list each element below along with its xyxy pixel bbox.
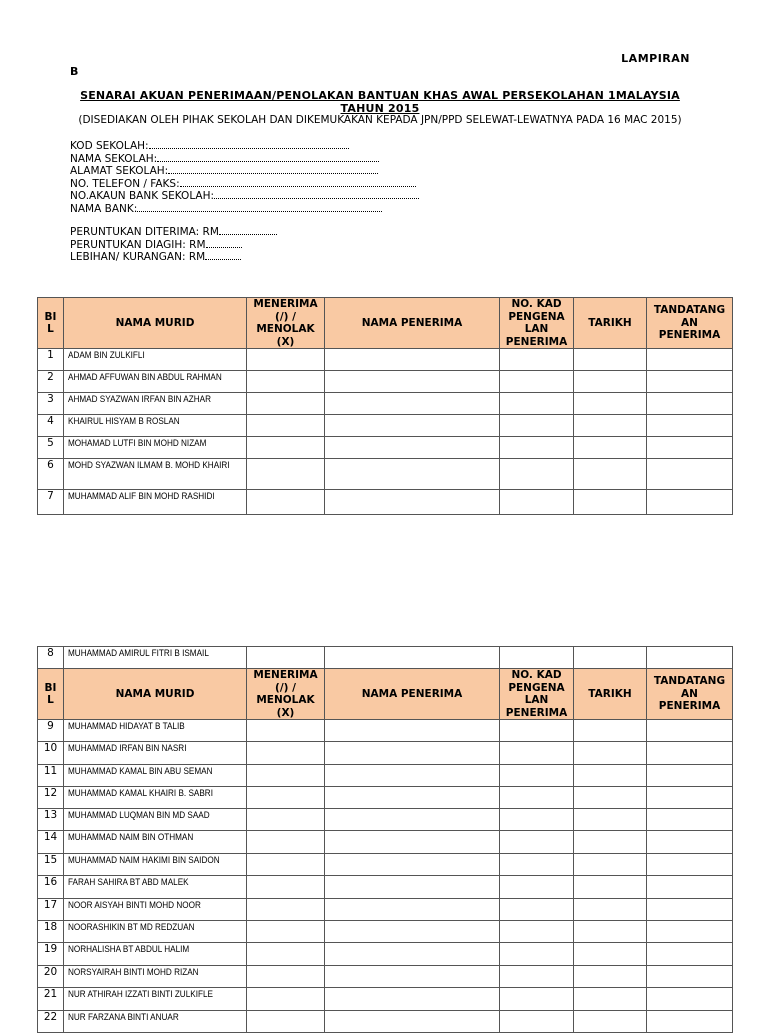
row-tarikh-cell[interactable] xyxy=(574,349,647,371)
header-tandatangan: TANDATANG AN PENERIMA xyxy=(647,298,733,349)
row-menerima-cell[interactable] xyxy=(247,349,325,371)
row-bil: 10 xyxy=(38,742,64,765)
student-name: MUHAMMAD HIDAYAT B TALIB xyxy=(68,721,185,732)
row-tarikh-cell[interactable] xyxy=(574,787,647,809)
table-row xyxy=(38,966,733,988)
telefon-row xyxy=(70,178,419,191)
kod-sekolah-label: KOD SEKOLAH: xyxy=(70,140,149,152)
row-tandatangan-cell[interactable] xyxy=(647,966,733,988)
row-nama-penerima-cell[interactable] xyxy=(325,349,500,371)
peruntukan-diagih-label: PERUNTUKAN DIAGIH: RM xyxy=(70,238,206,251)
table-row xyxy=(38,943,733,966)
lampiran-letter: B xyxy=(70,65,79,78)
row-menerima-cell[interactable] xyxy=(247,765,325,787)
row-menerima-cell[interactable] xyxy=(247,742,325,765)
row-nama-murid xyxy=(64,899,247,921)
row-menerima-cell[interactable] xyxy=(247,415,325,437)
row-nama-penerima-cell[interactable] xyxy=(325,921,500,943)
kod-sekolah-field[interactable] xyxy=(149,140,349,149)
row-nama-penerima-cell[interactable] xyxy=(325,1011,500,1033)
row-nama-murid xyxy=(64,393,247,415)
row-nama-penerima-cell[interactable] xyxy=(325,809,500,831)
row-menerima-cell[interactable] xyxy=(247,720,325,742)
row-tandatangan-cell[interactable] xyxy=(647,720,733,742)
row-menerima-cell[interactable] xyxy=(247,854,325,876)
row-bil: 5 xyxy=(38,437,64,459)
header-no-kad: NO. KAD PENGENA LAN PENERIMA xyxy=(500,298,574,349)
row-bil: 13 xyxy=(38,809,64,831)
akaun-bank-field[interactable] xyxy=(214,190,419,199)
row-menerima-cell[interactable] xyxy=(247,393,325,415)
row-tarikh-cell[interactable] xyxy=(574,1011,647,1033)
table-row xyxy=(38,490,733,515)
row-nama-penerima-cell[interactable] xyxy=(325,831,500,854)
nama-bank-row xyxy=(70,203,419,216)
row-nama-penerima-cell[interactable] xyxy=(325,393,500,415)
row-tarikh-cell[interactable] xyxy=(574,988,647,1011)
row-no-kad-cell[interactable] xyxy=(500,943,574,966)
lebihan-kurangan-field[interactable] xyxy=(205,251,241,260)
table-row xyxy=(38,899,733,921)
row-bil: 3 xyxy=(38,393,64,415)
row-bil: 14 xyxy=(38,831,64,854)
row-bil: 22 xyxy=(38,1011,64,1033)
peruntukan-diterima-label: PERUNTUKAN DITERIMA: RM xyxy=(70,226,219,238)
row-bil: 18 xyxy=(38,921,64,943)
row-tandatangan-cell[interactable] xyxy=(647,787,733,809)
row-menerima-cell[interactable] xyxy=(247,647,325,669)
table-row xyxy=(38,921,733,943)
table-row xyxy=(38,787,733,809)
row-tandatangan-cell[interactable] xyxy=(647,371,733,393)
row-tandatangan-cell[interactable] xyxy=(647,876,733,899)
row-no-kad-cell[interactable] xyxy=(500,966,574,988)
student-table-page2 xyxy=(37,646,733,1033)
row-nama-murid xyxy=(64,415,247,437)
row-tandatangan-cell[interactable] xyxy=(647,988,733,1011)
row-bil: 11 xyxy=(38,765,64,787)
student-name: ADAM BIN ZULKIFLI xyxy=(68,350,145,361)
student-name: NUR FARZANA BINTI ANUAR xyxy=(68,1012,179,1023)
row-tandatangan-cell[interactable] xyxy=(647,437,733,459)
table-row xyxy=(38,765,733,787)
row-nama-murid xyxy=(64,809,247,831)
row-tarikh-cell[interactable] xyxy=(574,765,647,787)
row-no-kad-cell[interactable] xyxy=(500,876,574,899)
peruntukan-diterima-field[interactable] xyxy=(219,226,277,235)
table-row xyxy=(38,720,733,742)
student-name: KHAIRUL HISYAM B ROSLAN xyxy=(68,416,180,427)
table-row xyxy=(38,854,733,876)
student-name: NORHALISHA BT ABDUL HALIM xyxy=(68,944,190,955)
table-header-row xyxy=(38,669,733,720)
row-tandatangan-cell[interactable] xyxy=(647,899,733,921)
alamat-sekolah-row xyxy=(70,165,419,178)
row-nama-penerima-cell[interactable] xyxy=(325,371,500,393)
row-bil: 15 xyxy=(38,854,64,876)
row-nama-penerima-cell[interactable] xyxy=(325,899,500,921)
row-nama-murid xyxy=(64,787,247,809)
row-nama-murid xyxy=(64,876,247,899)
row-nama-murid xyxy=(64,742,247,765)
row-no-kad-cell[interactable] xyxy=(500,1011,574,1033)
allocation-section xyxy=(70,226,277,264)
row-tarikh-cell[interactable] xyxy=(574,720,647,742)
row-bil: 21 xyxy=(38,988,64,1011)
row-nama-penerima-cell[interactable] xyxy=(325,854,500,876)
row-nama-murid xyxy=(64,854,247,876)
row-tarikh-cell[interactable] xyxy=(574,647,647,669)
student-name: MUHAMMAD LUQMAN BIN MD SAAD xyxy=(68,810,210,821)
row-menerima-cell[interactable] xyxy=(247,966,325,988)
student-name: AHMAD AFFUWAN BIN ABDUL RAHMAN xyxy=(68,372,222,383)
row-no-kad-cell[interactable] xyxy=(500,809,574,831)
akaun-bank-label: NO.AKAUN BANK SEKOLAH: xyxy=(70,190,215,203)
row-bil: 2 xyxy=(38,371,64,393)
telefon-label: NO. TELEFON / FAKS: xyxy=(70,177,180,190)
row-tandatangan-cell[interactable] xyxy=(647,742,733,765)
row-no-kad-cell[interactable] xyxy=(500,720,574,742)
row-nama-murid xyxy=(64,349,247,371)
row-tarikh-cell[interactable] xyxy=(574,459,647,490)
student-name: MUHAMMAD AMIRUL FITRI B ISMAIL xyxy=(68,648,209,659)
alamat-sekolah-label: ALAMAT SEKOLAH: xyxy=(70,165,169,178)
student-name: MUHAMMAD ALIF BIN MOHD RASHIDI xyxy=(68,491,215,502)
header-tarikh: TARIKH xyxy=(574,298,647,349)
row-nama-penerima-cell[interactable] xyxy=(325,943,500,966)
row-tandatangan-cell[interactable] xyxy=(647,490,733,515)
row-nama-murid xyxy=(64,966,247,988)
row-bil: 19 xyxy=(38,943,64,966)
header-nama-penerima: NAMA PENERIMA xyxy=(325,298,500,349)
table-row xyxy=(38,1011,733,1033)
row-nama-penerima-cell[interactable] xyxy=(325,966,500,988)
peruntukan-diagih-row xyxy=(70,239,277,252)
row-tarikh-cell[interactable] xyxy=(574,854,647,876)
row-tandatangan-cell[interactable] xyxy=(647,809,733,831)
row-no-kad-cell[interactable] xyxy=(500,854,574,876)
row-no-kad-cell[interactable] xyxy=(500,415,574,437)
nama-sekolah-field[interactable] xyxy=(157,153,379,162)
row-tandatangan-cell[interactable] xyxy=(647,1011,733,1033)
row-tarikh-cell[interactable] xyxy=(574,876,647,899)
akaun-bank-row xyxy=(70,190,419,203)
row-nama-penerima-cell[interactable] xyxy=(325,787,500,809)
row-nama-murid xyxy=(64,459,247,490)
row-bil: 12 xyxy=(38,787,64,809)
school-info-form xyxy=(70,140,419,216)
table-row xyxy=(38,988,733,1011)
peruntukan-diagih-field[interactable] xyxy=(206,239,242,248)
row-menerima-cell[interactable] xyxy=(247,809,325,831)
row-nama-murid xyxy=(64,647,247,669)
row-nama-penerima-cell[interactable] xyxy=(325,765,500,787)
row-tarikh-cell[interactable] xyxy=(574,921,647,943)
row-nama-penerima-cell[interactable] xyxy=(325,647,500,669)
row-tarikh-cell[interactable] xyxy=(574,831,647,854)
row-tarikh-cell[interactable] xyxy=(574,490,647,515)
row-nama-penerima-cell[interactable] xyxy=(325,490,500,515)
row-no-kad-cell[interactable] xyxy=(500,765,574,787)
alamat-sekolah-field[interactable] xyxy=(168,165,378,174)
row-no-kad-cell[interactable] xyxy=(500,393,574,415)
header-menerima: MENERIMA (/) / MENOLAK (X) xyxy=(247,669,325,720)
table-row xyxy=(38,809,733,831)
row-no-kad-cell[interactable] xyxy=(500,899,574,921)
row-nama-penerima-cell[interactable] xyxy=(325,876,500,899)
student-name: MUHAMMAD NAIM HAKIMI BIN SAIDON xyxy=(68,855,220,866)
kod-sekolah-row xyxy=(70,140,419,153)
row-bil: 6 xyxy=(38,459,64,490)
row-no-kad-cell[interactable] xyxy=(500,921,574,943)
row-tarikh-cell[interactable] xyxy=(574,943,647,966)
table-row xyxy=(38,393,733,415)
row-nama-penerima-cell[interactable] xyxy=(325,459,500,490)
row-nama-murid xyxy=(64,371,247,393)
row-tarikh-cell[interactable] xyxy=(574,393,647,415)
student-name: NOORASHIKIN BT MD REDZUAN xyxy=(68,922,195,933)
row-nama-murid xyxy=(64,437,247,459)
student-name: MUHAMMAD KAMAL BIN ABU SEMAN xyxy=(68,766,213,777)
row-no-kad-cell[interactable] xyxy=(500,459,574,490)
row-nama-murid xyxy=(64,765,247,787)
row-nama-penerima-cell[interactable] xyxy=(325,437,500,459)
telefon-field[interactable] xyxy=(180,178,416,187)
nama-bank-field[interactable] xyxy=(137,203,382,212)
table-row xyxy=(38,831,733,854)
table-row xyxy=(38,459,733,490)
student-name: MOHAMAD LUTFI BIN MOHD NIZAM xyxy=(68,438,207,449)
row-menerima-cell[interactable] xyxy=(247,899,325,921)
row-no-kad-cell[interactable] xyxy=(500,831,574,854)
row-tarikh-cell[interactable] xyxy=(574,742,647,765)
header-tandatangan: TANDATANG AN PENERIMA xyxy=(647,669,733,720)
nama-sekolah-label: NAMA SEKOLAH: xyxy=(70,152,158,165)
row-tandatangan-cell[interactable] xyxy=(647,943,733,966)
student-name: NOOR AISYAH BINTI MOHD NOOR xyxy=(68,900,201,911)
row-nama-murid xyxy=(64,490,247,515)
row-tarikh-cell[interactable] xyxy=(574,437,647,459)
row-tarikh-cell[interactable] xyxy=(574,371,647,393)
row-bil: 1 xyxy=(38,349,64,371)
row-no-kad-cell[interactable] xyxy=(500,437,574,459)
document-subtitle: (DISEDIAKAN OLEH PIHAK SEKOLAH DAN DIKEMUKAKAN KEPADA JPN/PPD SELEWAT-LEWATNYA PADA 16 MAC 2015) xyxy=(78,114,682,126)
student-name: FARAH SAHIRA BT ABD MALEK xyxy=(68,877,189,888)
student-table-page1 xyxy=(37,297,733,515)
student-name: NORSYAIRAH BINTI MOHD RIZAN xyxy=(68,967,199,978)
row-nama-murid xyxy=(64,831,247,854)
row-tandatangan-cell[interactable] xyxy=(647,854,733,876)
row-tandatangan-cell[interactable] xyxy=(647,415,733,437)
row-no-kad-cell[interactable] xyxy=(500,787,574,809)
row-nama-murid xyxy=(64,943,247,966)
row-tarikh-cell[interactable] xyxy=(574,899,647,921)
row-bil: 7 xyxy=(38,490,64,515)
header-no-kad: NO. KAD PENGENA LAN PENERIMA xyxy=(500,669,574,720)
row-tandatangan-cell[interactable] xyxy=(647,831,733,854)
row-menerima-cell[interactable] xyxy=(247,1011,325,1033)
row-bil: 4 xyxy=(38,415,64,437)
student-name: MUHAMMAD KAMAL KHAIRI B. SABRI xyxy=(68,788,213,799)
row-no-kad-cell[interactable] xyxy=(500,647,574,669)
row-menerima-cell[interactable] xyxy=(247,988,325,1011)
row-tandatangan-cell[interactable] xyxy=(647,647,733,669)
student-name: MUHAMMAD NAIM BIN OTHMAN xyxy=(68,832,194,843)
row-tarikh-cell[interactable] xyxy=(574,415,647,437)
row-nama-murid xyxy=(64,1011,247,1033)
row-menerima-cell[interactable] xyxy=(247,490,325,515)
header-bil: BI L xyxy=(38,298,64,349)
table-header-row xyxy=(38,298,733,349)
row-no-kad-cell[interactable] xyxy=(500,742,574,765)
row-tandatangan-cell[interactable] xyxy=(647,765,733,787)
row-menerima-cell[interactable] xyxy=(247,371,325,393)
row-bil: 8 xyxy=(38,647,64,669)
header-menerima: MENERIMA (/) / MENOLAK (X) xyxy=(247,298,325,349)
row-nama-penerima-cell[interactable] xyxy=(325,415,500,437)
row-menerima-cell[interactable] xyxy=(247,921,325,943)
row-menerima-cell[interactable] xyxy=(247,459,325,490)
student-name: NUR ATHIRAH IZZATI BINTI ZULKIFLE xyxy=(68,989,213,1000)
row-nama-murid xyxy=(64,921,247,943)
row-bil: 20 xyxy=(38,966,64,988)
table-row xyxy=(38,349,733,371)
row-no-kad-cell[interactable] xyxy=(500,490,574,515)
row-menerima-cell[interactable] xyxy=(247,437,325,459)
header-nama-murid: NAMA MURID xyxy=(64,669,247,720)
row-tandatangan-cell[interactable] xyxy=(647,459,733,490)
header-nama-murid: NAMA MURID xyxy=(64,298,247,349)
row-tandatangan-cell[interactable] xyxy=(647,349,733,371)
row-menerima-cell[interactable] xyxy=(247,943,325,966)
row-nama-penerima-cell[interactable] xyxy=(325,742,500,765)
row-nama-murid xyxy=(64,988,247,1011)
table-row xyxy=(38,415,733,437)
row-bil: 9 xyxy=(38,720,64,742)
student-name: AHMAD SYAZWAN IRFAN BIN AZHAR xyxy=(68,394,212,405)
header-tarikh: TARIKH xyxy=(574,669,647,720)
row-menerima-cell[interactable] xyxy=(247,876,325,899)
lampiran-label: LAMPIRAN xyxy=(621,52,690,65)
row-nama-murid xyxy=(64,720,247,742)
row-no-kad-cell[interactable] xyxy=(500,371,574,393)
nama-sekolah-row xyxy=(70,153,419,166)
row-menerima-cell[interactable] xyxy=(247,831,325,854)
table-row xyxy=(38,647,733,669)
row-menerima-cell[interactable] xyxy=(247,787,325,809)
student-name: MOHD SYAZWAN ILMAM B. MOHD KHAIRI xyxy=(68,460,230,471)
row-tarikh-cell[interactable] xyxy=(574,966,647,988)
table-row xyxy=(38,437,733,459)
header-bil: BI L xyxy=(38,669,64,720)
lebihan-kurangan-row xyxy=(70,251,277,264)
row-bil: 16 xyxy=(38,876,64,899)
table-row xyxy=(38,742,733,765)
nama-bank-label: NAMA BANK: xyxy=(70,202,138,215)
row-no-kad-cell[interactable] xyxy=(500,988,574,1011)
row-nama-penerima-cell[interactable] xyxy=(325,988,500,1011)
lebihan-kurangan-label: LEBIHAN/ KURANGAN: RM xyxy=(70,251,206,264)
student-name: MUHAMMAD IRFAN BIN NASRI xyxy=(68,743,187,754)
row-tandatangan-cell[interactable] xyxy=(647,393,733,415)
document-title: SENARAI AKUAN PENERIMAAN/PENOLAKAN BANTUAN KHAS AWAL PERSEKOLAHAN 1MALAYSIA TAHUN 2015 xyxy=(80,89,680,115)
table-row xyxy=(38,371,733,393)
row-no-kad-cell[interactable] xyxy=(500,349,574,371)
header-nama-penerima: NAMA PENERIMA xyxy=(325,669,500,720)
row-bil: 17 xyxy=(38,899,64,921)
peruntukan-diterima-row xyxy=(70,226,277,239)
row-tarikh-cell[interactable] xyxy=(574,809,647,831)
row-tandatangan-cell[interactable] xyxy=(647,921,733,943)
table-row xyxy=(38,876,733,899)
row-nama-penerima-cell[interactable] xyxy=(325,720,500,742)
